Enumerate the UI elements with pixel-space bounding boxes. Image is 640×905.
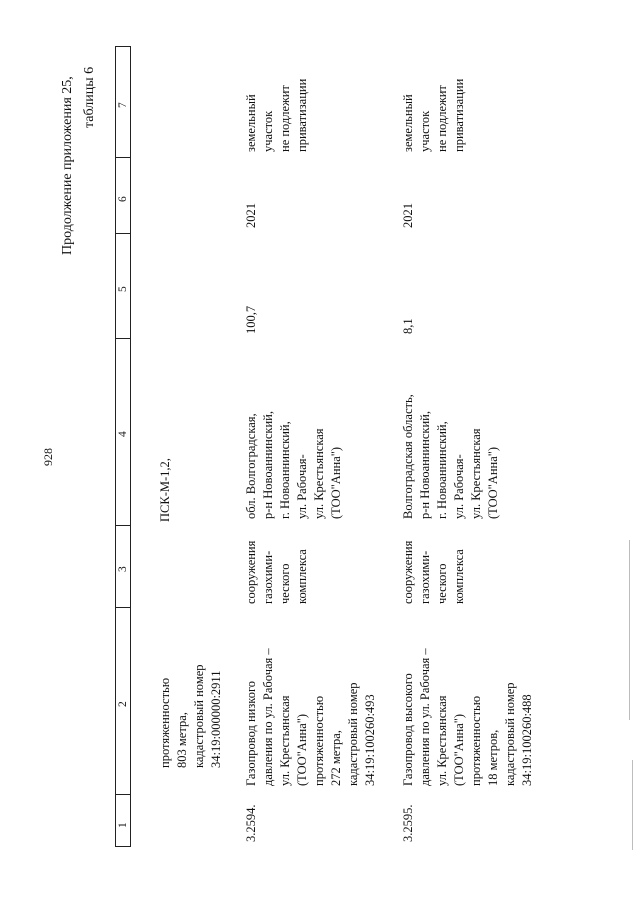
row-3-2595-value: 8,1 xyxy=(401,318,415,334)
col-number-2: 2 xyxy=(117,701,129,707)
col-separator-5-4 xyxy=(115,338,130,339)
col-separator-3-2 xyxy=(115,607,130,608)
col-number-6: 6 xyxy=(117,196,129,202)
col-number-1: 1 xyxy=(117,822,129,828)
row-3-2594-value: 100,7 xyxy=(244,305,258,334)
row-3-2595-number: 3.2595. xyxy=(401,804,415,842)
row-3-2594-address: обл. Волгоградская, р-н Новоаннинский, г. Новоаннинский, ул. Рабочая- ул. Крестьянская (ТОО"Анна") xyxy=(244,410,343,519)
row-3-2594-name: Газопровод низкого давления по ул. Рабочая – ул. Крестьянская (ТОО"Анна") протяженностью 272 метра, кадастровый номер 34:19:100260:493 xyxy=(244,648,377,786)
row-3-2595-year: 2021 xyxy=(401,203,415,228)
row-3-2594-type: сооружения газохими- ческого комплекса xyxy=(244,540,309,604)
table-left-edge xyxy=(115,846,130,847)
col-separator-4-3 xyxy=(115,525,130,526)
col-number-5: 5 xyxy=(117,286,129,292)
header-line-2: таблицы 6 xyxy=(82,66,97,128)
col-number-4: 4 xyxy=(117,431,129,437)
col-number-3: 3 xyxy=(117,566,129,572)
table-right-edge xyxy=(115,46,130,47)
row-3-2595-note: земельный участок не подлежит приватизации xyxy=(401,78,466,152)
row-3-2594-year: 2021 xyxy=(244,203,258,228)
page-number: 928 xyxy=(41,448,55,466)
col-separator-6-5 xyxy=(115,233,130,234)
header-row-border-bottom xyxy=(130,46,131,847)
col-separator-2-1 xyxy=(115,794,130,795)
row-3-2594-number: 3.2594. xyxy=(244,804,258,842)
col-number-7: 7 xyxy=(117,102,129,108)
row-3-2595-name: Газопровод высокого давления по ул. Рабочая – ул. Крестьянская (ТОО"Анна") протяженностью 18 метров, кадастровый номер 34:19:100260:488 xyxy=(401,648,534,786)
scan-edge-mark xyxy=(632,760,633,850)
row-continued-col4: ПСК-М-1,2, xyxy=(158,458,172,522)
col-separator-7-6 xyxy=(115,157,130,158)
row-3-2594-note: земельный участок не подлежит приватизации xyxy=(244,78,309,152)
scan-edge-mark xyxy=(629,540,630,720)
row-3-2595-address: Волгоградская область, р-н Новоаннинский, г. Новоаннинский, ул. Рабочая- ул. Крестьянская (ТОО"Анна") xyxy=(401,394,500,519)
row-continued-col2: протяженностью 803 метра, кадастровый номер 34:19:000000:2911 xyxy=(158,664,223,768)
row-3-2595-type: сооружения газохими- ческого комплекса xyxy=(401,540,466,604)
header-line-1: Продолжение приложения 25, xyxy=(60,76,75,255)
header-row-border-top xyxy=(115,46,116,847)
